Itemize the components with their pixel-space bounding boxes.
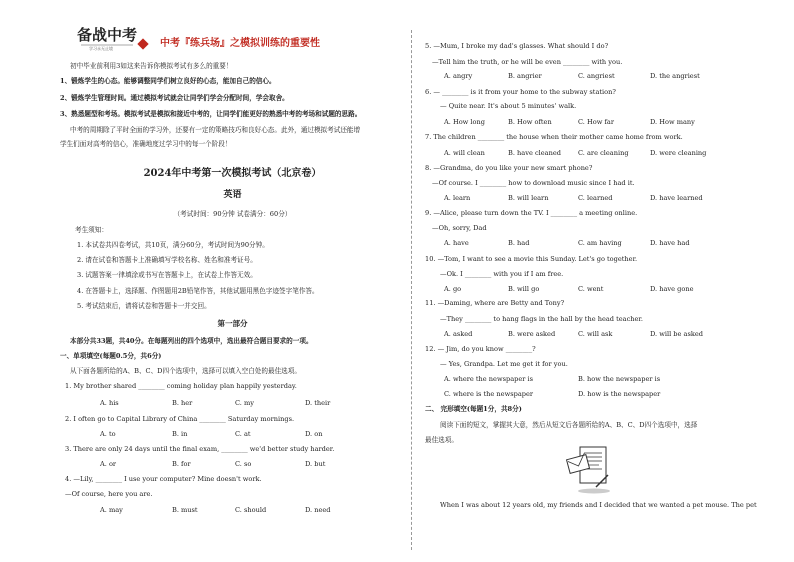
question-7-stem: 7. The children ________ the house when their mother came home from work.: [425, 133, 683, 141]
question-12-option-a[interactable]: A. where the newspaper is: [444, 375, 533, 383]
question-2-option-a[interactable]: A. to: [100, 430, 116, 438]
question-12-stem: 12. — Jim, do you know ________?: [425, 345, 536, 353]
question-1-option-a[interactable]: A. his: [100, 399, 119, 407]
question-5-option-a[interactable]: A. angry: [444, 72, 473, 80]
question-4-option-b[interactable]: B. must: [172, 506, 198, 514]
header-point-2: 2、锻炼学生管理时间。通过模拟考试就会让同学们学会分配时间，学会取舍。: [60, 94, 289, 102]
question-8-option-a[interactable]: A. learn: [444, 194, 471, 202]
question-12-option-d[interactable]: D. how is the newspaper: [578, 390, 661, 398]
question-4-option-a[interactable]: A. may: [100, 506, 123, 514]
question-5-option-c[interactable]: C. angriest: [578, 72, 615, 80]
question-6-option-c[interactable]: C. How far: [578, 118, 614, 126]
question-2-option-d[interactable]: D. on: [305, 430, 323, 438]
notice-5: 5. 考试结束后，请将试卷和答题卡一并交回。: [77, 302, 211, 310]
notice-1: 1. 本试卷共四卷考试，共10页，满分60分，考试时间为90分钟。: [77, 241, 269, 249]
header-summary-2: 学生们面对高考的信心，准确地度过学习中的每一个阶段！: [60, 140, 232, 148]
question-8-stem-2: —Of course. I ________ how to download music since I had it.: [432, 179, 635, 187]
question-9-option-c[interactable]: C. am having: [578, 239, 622, 247]
notice-title: 考生须知：: [75, 226, 108, 234]
question-4-option-c[interactable]: C. should: [235, 506, 267, 514]
exam-subject: 英语: [223, 190, 242, 200]
question-10-stem: 10. —Tom, I want to see a movie this Sunday. Let's go together.: [425, 255, 638, 263]
notice-4: 4. 在答题卡上，选择题、作图题用2B铅笔作答，其他试题用黑色字迹签字笔作答。: [77, 287, 319, 295]
question-8-stem: 8. —Grandma, do you like your new smart phone?: [425, 164, 593, 172]
question-9-stem: 9. —Alice, please turn down the TV. I ________ a meeting online.: [425, 209, 638, 217]
notice-2: 2. 请在试卷和答题卡上准确填写学校名称、姓名和准考证号。: [77, 256, 257, 264]
section1-desc: 从下面各题所给的A、B、C、D四个选项中，选择可以填入空白处的最佳选项。: [70, 367, 301, 375]
question-10-stem-2: —Ok. I ________ with you if I am free.: [440, 270, 564, 278]
question-10-option-b[interactable]: B. will go: [508, 285, 540, 293]
question-10-option-a[interactable]: A. go: [444, 285, 462, 293]
exam-title: 2024年中考第一次模拟考试（北京卷）: [143, 168, 322, 179]
passage-start: When I was about 12 years old, my friends and I decided that we wanted a pet mouse. The pet: [440, 501, 757, 509]
exam-meta: （考试时间：90分钟 试卷满分：60分）: [173, 210, 292, 218]
question-10-option-c[interactable]: C. went: [578, 285, 604, 293]
title-marker-icon: [137, 38, 148, 49]
question-11-stem-2: —They ________ to hang flags in the hall by the head teacher.: [440, 315, 643, 323]
question-2-option-c[interactable]: C. at: [235, 430, 251, 438]
question-8-option-c[interactable]: C. learned: [578, 194, 613, 202]
question-5-stem: 5. —Mum, I broke my dad's glasses. What should I do?: [425, 42, 609, 50]
question-9-option-d[interactable]: D. have had: [650, 239, 690, 247]
question-8-option-b[interactable]: B. will learn: [508, 194, 549, 202]
question-3-stem: 3. There are only 24 days until the final exam, ________ we'd better study harder.: [65, 445, 335, 453]
question-11-option-a[interactable]: A. asked: [444, 330, 473, 338]
question-12-stem-2: — Yes, Grandpa. Let me get it for you.: [440, 360, 568, 368]
section2-desc-2: 最佳选项。: [425, 436, 458, 444]
part1-title: 第一部分: [217, 319, 248, 328]
header-point-1: 1、锻炼学生的心态。能够调整同学们树立良好的心态，能加自己的信心。: [60, 77, 276, 85]
envelope-letter-image: [566, 443, 616, 495]
question-7-option-a[interactable]: A. will clean: [444, 149, 485, 157]
question-4-option-d[interactable]: D. need: [305, 506, 331, 514]
question-11-option-c[interactable]: C. will ask: [578, 330, 613, 338]
question-6-option-d[interactable]: D. How many: [650, 118, 695, 126]
header-title: 中考『练兵场』之模拟训练的重要性: [160, 38, 320, 49]
question-9-option-a[interactable]: A. have: [444, 239, 469, 247]
question-7-option-c[interactable]: C. are cleaning: [578, 149, 629, 157]
question-1-option-d[interactable]: D. their: [305, 399, 331, 407]
question-5-option-b[interactable]: B. angrier: [508, 72, 542, 80]
notice-3: 3. 试题答案一律填涂或书写在答题卡上，在试卷上作答无效。: [77, 271, 257, 279]
header-point-3: 3、熟悉题型和考场。模拟考试是模拟和接近中考的，让同学们能更好的熟悉中考的考场和试题的思路。: [60, 110, 362, 118]
header-intro: 初中毕业前利用3如这来告诉你模拟考试有多么的重要！: [70, 62, 233, 70]
question-4-stem: 4. —Lily, ________ I use your computer? Mine doesn't work.: [65, 475, 262, 483]
question-9-stem-2: —Oh, sorry, Dad: [432, 224, 487, 232]
question-6-stem-2: — Quite near. It's about 5 minutes' walk.: [440, 102, 577, 110]
question-12-option-c[interactable]: C. where is the newspaper: [444, 390, 534, 398]
column-divider: [411, 30, 412, 550]
question-5-option-d[interactable]: D. the angriest: [650, 72, 700, 80]
question-3-option-c[interactable]: C. so: [235, 460, 252, 468]
question-6-stem: 6. — ________ is it from your home to the subway station?: [425, 88, 616, 96]
question-3-option-a[interactable]: A. or: [100, 460, 117, 468]
question-4-stem-2: —Of course, here you are.: [65, 490, 153, 498]
header-summary-1: 中考的周期除了平时全面的学习外，还要有一定的策略技巧和良好心态。此外，通过模拟考试还能增: [70, 126, 361, 134]
svg-text:学习永无止境: 学习永无止境: [89, 46, 113, 51]
question-8-option-d[interactable]: D. have learned: [650, 194, 703, 202]
question-1-stem: 1. My brother shared ________ coming holiday plan happily yesterday.: [65, 382, 297, 390]
section2-desc-1: 阅读下面的短文，掌握其大意，然后从短文后各题所给的A、B、C、D四个选项中，选择: [440, 421, 698, 429]
question-3-option-b[interactable]: B. for: [172, 460, 191, 468]
question-2-stem: 2. I often go to Capital Library of China ________ Saturday mornings.: [65, 415, 295, 423]
question-3-option-d[interactable]: D. but: [305, 460, 326, 468]
question-1-option-c[interactable]: C. my: [235, 399, 254, 407]
question-10-option-d[interactable]: D. have gone: [650, 285, 694, 293]
svg-text:备战中考: 备战中考: [77, 26, 138, 44]
question-7-option-b[interactable]: B. have cleaned: [508, 149, 561, 157]
question-6-option-b[interactable]: B. How often: [508, 118, 552, 126]
question-11-option-b[interactable]: B. were asked: [508, 330, 556, 338]
question-9-option-b[interactable]: B. had: [508, 239, 530, 247]
question-6-option-a[interactable]: A. How long: [444, 118, 485, 126]
question-5-stem-2: —Tell him the truth, or he will be even ________ with you.: [432, 58, 623, 66]
part1-desc: 本部分共33题，共40分。在每题列出的四个选项中，选出最符合题目要求的一项。: [70, 337, 313, 345]
logo-image: [75, 20, 139, 52]
section1-title: 一、单项填空(每题0.5分，共6分): [60, 352, 162, 360]
question-11-option-d[interactable]: D. will be asked: [650, 330, 703, 338]
question-2-option-b[interactable]: B. in: [172, 430, 188, 438]
question-1-option-b[interactable]: B. her: [172, 399, 193, 407]
question-12-option-b[interactable]: B. how the newspaper is: [578, 375, 661, 383]
question-11-stem: 11. —Daming, where are Betty and Tony?: [425, 299, 565, 307]
question-7-option-d[interactable]: D. were cleaning: [650, 149, 707, 157]
section2-title: 二、 完形填空(每题1分，共8分): [425, 405, 522, 413]
